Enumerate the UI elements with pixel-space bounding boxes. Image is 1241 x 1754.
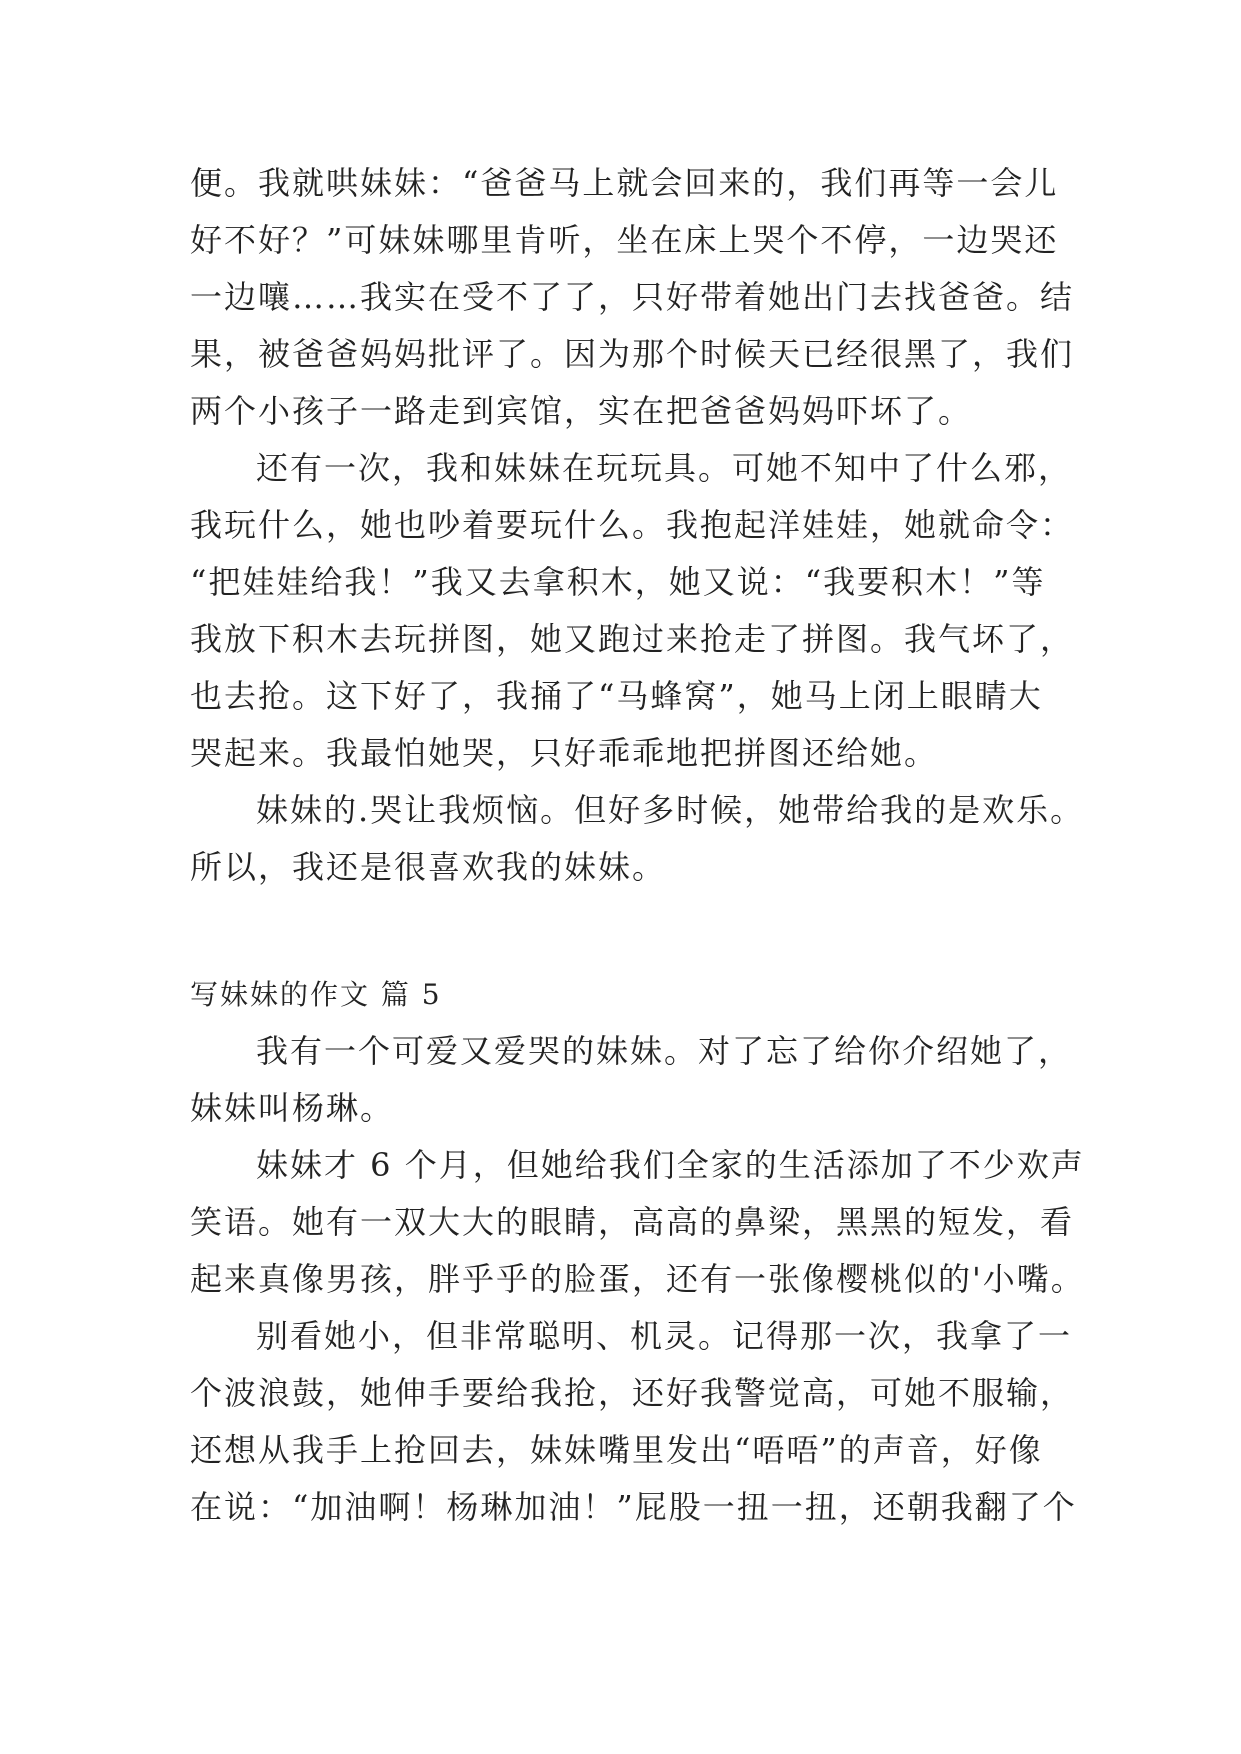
text-line: 别看她小，但非常聪明、机灵。记得那一次，我拿了一 bbox=[256, 1317, 1073, 1355]
paragraph bbox=[190, 440, 1075, 782]
paragraph bbox=[190, 1023, 1073, 1137]
text-line: 两个小孩子一路走到宾馆，实在把爸爸妈妈吓坏了。 bbox=[190, 392, 973, 430]
text-line: 便。我就哄妹妹：“爸爸马上就会回来的，我们再等一会儿 bbox=[190, 164, 1059, 202]
text-line: 我玩什么，她也吵着要玩什么。我抱起洋娃娃，她就命令： bbox=[190, 506, 1075, 544]
text-line: “把娃娃给我！”我又去拿积木，她又说：“我要积木！”等 bbox=[190, 563, 1046, 601]
text-line: 所以，我还是很喜欢我的妹妹。 bbox=[190, 848, 667, 886]
paragraph bbox=[190, 1137, 1085, 1308]
text-line: 果，被爸爸妈妈批评了。因为那个时候天已经很黑了，我们 bbox=[190, 335, 1075, 373]
text-line: 好不好？”可妹妹哪里肯听，坐在床上哭个不停，一边哭还 bbox=[190, 221, 1059, 259]
text-line: 也去抢。这下好了，我捅了“马蜂窝”，她马上闭上眼睛大 bbox=[190, 677, 1043, 715]
text-line: 妹妹的.哭让我烦恼。但好多时候，她带给我的是欢乐。 bbox=[256, 791, 1085, 829]
text-line: 妹妹才 6 个月，但她给我们全家的生活添加了不少欢声 bbox=[256, 1146, 1085, 1184]
text-line: 一边嚷……我实在受不了了，只好带着她出门去找爸爸。结 bbox=[190, 278, 1075, 316]
section-heading: 写妹妹的作文 篇 5 bbox=[190, 978, 442, 1011]
text-line: 个波浪鼓，她伸手要给我抢，还好我警觉高，可她不服输， bbox=[190, 1374, 1075, 1412]
paragraph bbox=[190, 155, 1075, 440]
essay-body bbox=[190, 155, 1085, 1536]
text-line: 我有一个可爱又爱哭的妹妹。对了忘了给你介绍她了， bbox=[256, 1032, 1073, 1070]
text-line: 笑语。她有一双大大的眼睛，高高的鼻梁，黑黑的短发，看 bbox=[190, 1203, 1075, 1241]
text-line: 在说：“加油啊！杨琳加油！”屁股一扭一扭，还朝我翻了个 bbox=[190, 1488, 1077, 1526]
text-line: 哭起来。我最怕她哭，只好乖乖地把拼图还给她。 bbox=[190, 734, 939, 772]
text-line: 还想从我手上抢回去，妹妹嘴里发出“唔唔”的声音，好像 bbox=[190, 1431, 1043, 1469]
text-line: 我放下积木去玩拼图，她又跑过来抢走了拼图。我气坏了， bbox=[190, 620, 1075, 658]
text-line: 起来真像男孩，胖乎乎的脸蛋，还有一张像樱桃似的'小嘴。 bbox=[190, 1260, 1085, 1298]
text-line: 妹妹叫杨琳。 bbox=[190, 1089, 395, 1127]
text-line: 还有一次，我和妹妹在玩玩具。可她不知中了什么邪， bbox=[256, 449, 1073, 487]
paragraph bbox=[190, 782, 1085, 896]
paragraph bbox=[190, 1308, 1077, 1536]
section-spacer bbox=[190, 896, 1070, 966]
